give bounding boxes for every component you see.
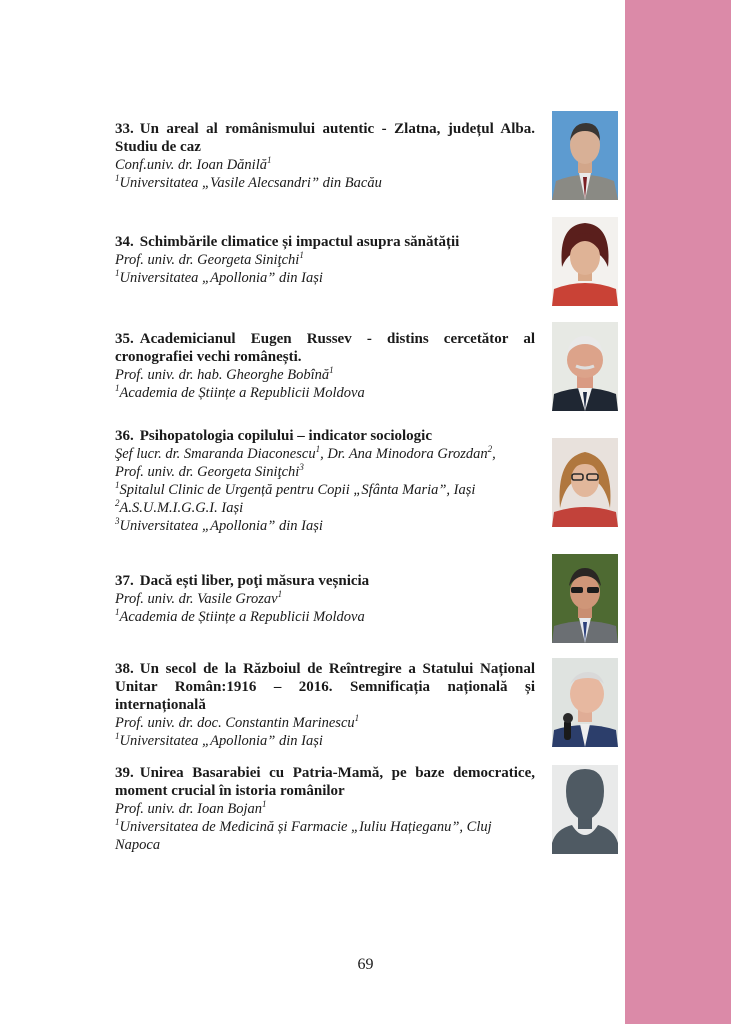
entry-affiliation: $^1$Universitatea „Vasile Alecsandri” din Bacău [115, 173, 382, 191]
entry-title: 38. Un secol de la Războiul de Reîntregire a Statului Național Unitar Român:1916 – 2016. Semnificația națională și internațională [115, 661, 535, 713]
entry-title: 35. Academicianul Eugen Russev - distins cercetător al cronografiei vechi românești. [115, 331, 535, 365]
entry-affiliation: $^3$Universitatea „Apollonia” din Iași [115, 516, 323, 534]
entry-author: Prof. univ. dr. hab. Gheorghe Bobînă$^1$ [115, 365, 334, 383]
author-photo-placeholder [552, 765, 618, 854]
entry-title: 34. Schimbările climatice și impactul asupra sănătății [115, 234, 460, 250]
entry-title: 36. Psihopatologia copilului – indicator sociologic [115, 428, 433, 444]
author-photo [552, 554, 618, 643]
entry-affiliation: $^1$Universitatea „Apollonia” din Iași [115, 731, 323, 749]
entry-author: Şef lucr. dr. Smaranda Diaconescu$^1$, Dr. Ana Minodora Grozdan$^2$, [115, 444, 496, 462]
entry-35 [115, 330, 535, 402]
author-photo [552, 322, 618, 411]
entry-author: Conf.univ. dr. Ioan Dănilă$^1$ [115, 155, 272, 173]
entry-affiliation: $^1$Universitatea „Apollonia” din Iași [115, 268, 323, 286]
entry-affiliation: $^1$Spitalul Clinic de Urgență pentru Copii „Sfânta Maria”, Iași [115, 480, 476, 498]
entry-33 [115, 120, 535, 192]
entry-36 [115, 427, 535, 535]
author-photo [552, 658, 618, 747]
entry-title: 37. Dacă ești liber, poţi măsura veșnicia [115, 573, 370, 589]
entry-38 [115, 660, 535, 750]
entry-author: Prof. univ. dr. Georgeta Siniţchi$^1$ [115, 250, 304, 268]
entry-title: 33. Un areal al românismului autentic - Zlatna, județul Alba. Studiu de caz [115, 121, 535, 155]
entry-37 [115, 572, 535, 626]
entry-affiliation: $^1$Academia de Științe a Republicii Moldova [115, 383, 365, 401]
entry-author: Prof. univ. dr. doc. Constantin Marinescu$^1$ [115, 713, 360, 731]
entry-affiliation: $^1$Universitatea de Medicină și Farmacie „Iuliu Hațieganu”, Cluj Napoca [115, 817, 492, 853]
entry-author: Prof. univ. dr. Vasile Grozav$^1$ [115, 589, 283, 607]
entry-title: 39. Unirea Basarabiei cu Patria-Mamă, pe baze democratice, moment crucial în istoria românilor [115, 765, 535, 799]
entry-34 [115, 233, 535, 287]
pink-sidebar-band [625, 0, 731, 1024]
entry-author: Prof. univ. dr. Ioan Bojan$^1$ [115, 799, 267, 817]
entry-author: Prof. univ. dr. Georgeta Siniţchi$^3$ [115, 462, 304, 480]
entry-affiliation: $^2$A.S.U.M.I.G.G.I. Iași [115, 498, 244, 516]
author-photo [552, 111, 618, 200]
author-photo [552, 438, 618, 527]
entry-affiliation: $^1$Academia de Științe a Republicii Moldova [115, 607, 365, 625]
author-photo [552, 217, 618, 306]
entry-39 [115, 764, 535, 854]
page-number: 69 [357, 956, 374, 973]
